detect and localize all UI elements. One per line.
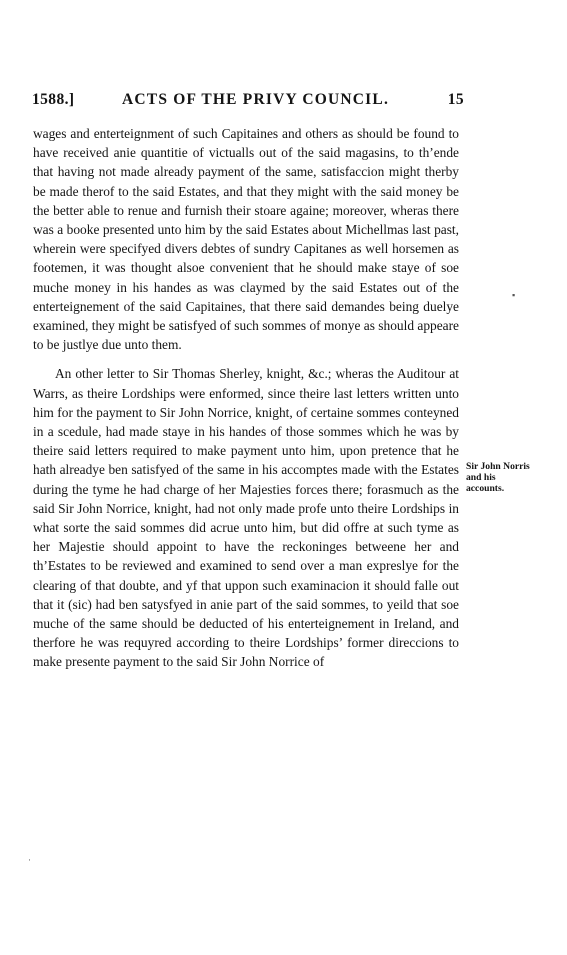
stray-mark: · — [28, 855, 31, 865]
header-year: 1588.] — [32, 91, 75, 108]
running-header — [32, 91, 464, 111]
page-number: 15 — [447, 91, 464, 108]
header-title: ACTS OF THE PRIVY COUNCIL. — [122, 91, 390, 108]
body-text — [33, 124, 459, 672]
margin-note: Sir John Norris and his accounts. — [466, 461, 530, 494]
paragraph-2: An other letter to Sir Thomas Sherley, knight, &c.; wheras the Auditour at Warrs, as theire Lordships were enformed, since theire last letters written unto him for the payment to Sir John Norrice, knight, of certaine sommes conteyned in a scedule, had made staye in his handes of those sommes which he was by theire said letters required to make payment unto him, upon pretence that he hath alreadye ben satisfyed of the same in his accomptes made with the Estates during the tyme he had charge of her Majesties forces there; forasmuch as the said Sir John Norrice, knight, had not only made profe unto theire Lordships in what sorte the said sommes did acrue unto him, but did offre at such tyme as her Majestie should appoint to have the reckoninges betweene her and th’Estates to be reviewed and examined to send over a man expreslye for the clearing of that doubte, and yf that uppon such examinacion it should falle out that it (sic) had ben satysfyed in anie part of the said sommes, to yeild that soe muche of the same should be deducted of his enterteignement in Ireland, and therfore he was requyred according to theire Lordships’ former direccions to make presente payment to the said Sir John Norrice of — [33, 366, 459, 670]
paragraph-1: wages and enterteignment of such Capitaines and others as should be found to have received anie quantitie of victualls out of the said magasins, to th’ende that having not made already payment of the same, satisfaccion might therby be made therof to the said Estates, and that they might with the said money be the better able to renue and furnish their stoare againe; moreover, wheras there was a booke presented unto him by the said Estates about Michellmas last past, wherein were specifyed divers debtes of sundry Capitanes as well horsemen as footemen, it was thought alsoe convenient that he should make staye of soe muche money in his handes as was claymed by the said Estates out of the enterteignement of the said Capitaines, that there said demandes being duelye examined, they might be satisfyed of such sommes of monye as should appeare to be justlye due unto them. — [33, 126, 459, 353]
stray-mark: ▪ — [512, 290, 516, 300]
